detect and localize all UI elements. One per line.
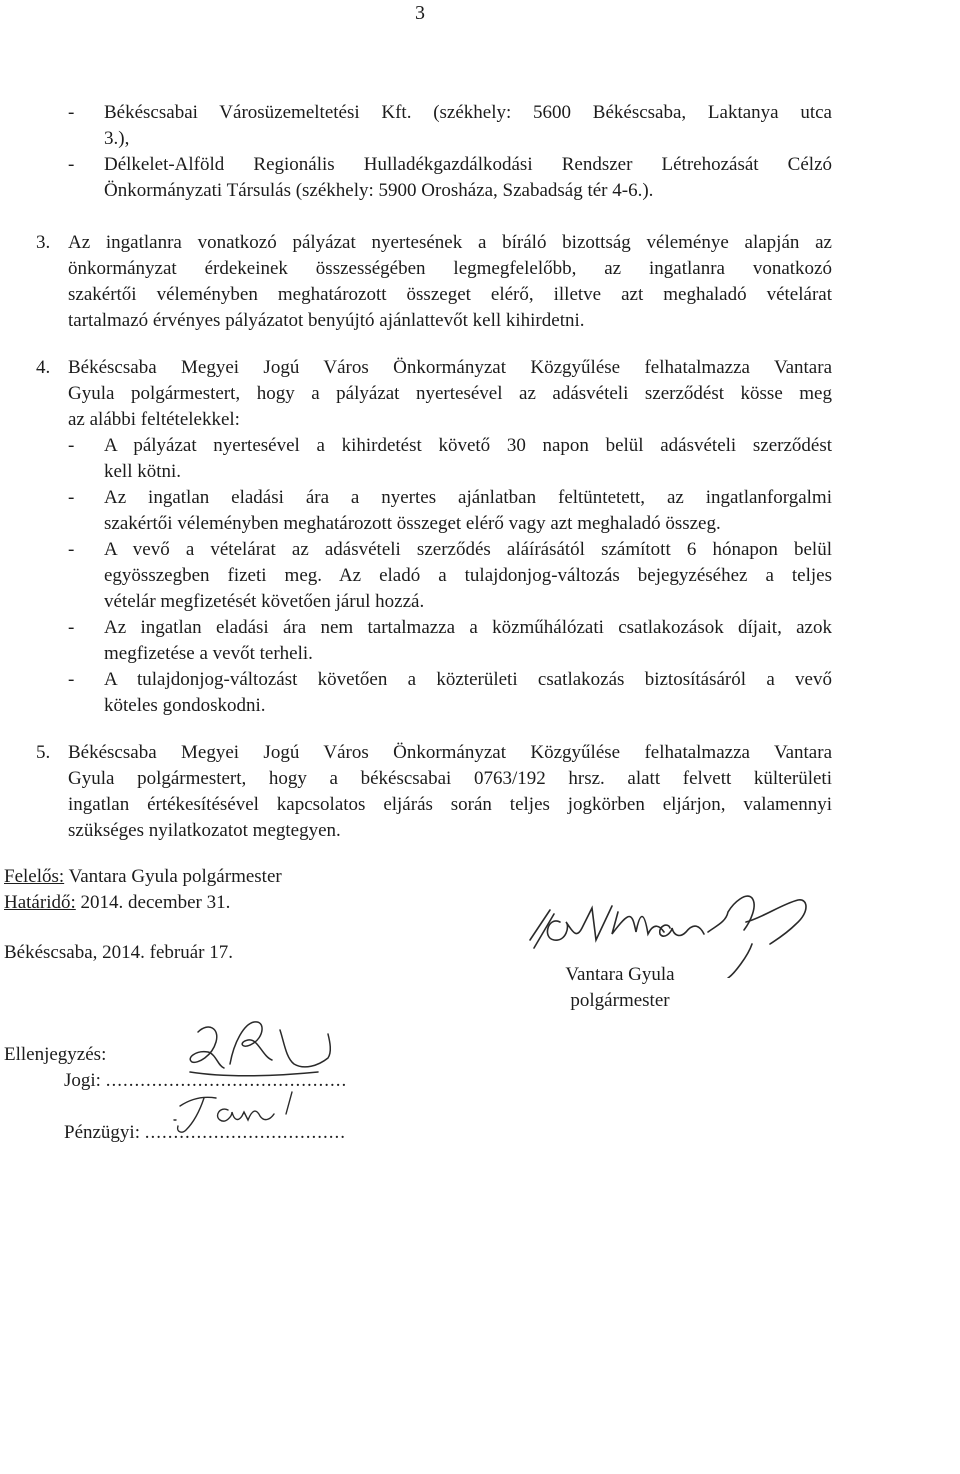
legal-label: Jogi: <box>64 1070 101 1091</box>
finance-signature <box>168 1086 308 1138</box>
list-item-line: 3.), <box>104 128 130 149</box>
paragraph-line: szükséges nyilatkozatot megtegyen. <box>68 820 341 841</box>
list-dash: - <box>68 539 75 560</box>
place-date: Békéscsaba, 2014. február 17. <box>4 942 233 963</box>
page-number: 3 <box>415 2 425 24</box>
paragraph-line: az alábbi feltételekkel: <box>68 409 240 430</box>
list-dash: - <box>68 669 75 690</box>
list-dash: - <box>68 487 75 508</box>
list-item-line: Békéscsabai Városüzemeltetési Kft. (székhely: 5600 Békéscsaba, Laktanya utca <box>104 102 832 123</box>
list-dash: - <box>68 154 75 175</box>
list-item-line: Önkormányzati Társulás (székhely: 5900 Orosháza, Szabadság tér 4-6.). <box>104 180 654 201</box>
responsible-value: Vantara Gyula polgármester <box>64 866 282 887</box>
paragraph-line: önkormányzat érdekeinek összességében legmegfelelőbb, az ingatlanra vonatkozó <box>68 258 832 279</box>
condition-line: A tulajdonjog-változást követően a közterületi csatlakozás biztosításáról a vevő <box>104 669 832 690</box>
condition-line: egyösszegben fizeti meg. Az eladó a tulajdonjog-változás bejegyzéséhez a teljes <box>104 565 832 586</box>
condition-line: A pályázat nyertesével a kihirdetést követő 30 napon belül adásvételi szerződést <box>104 435 832 456</box>
list-dash: - <box>68 102 75 123</box>
paragraph-line: Békéscsaba Megyei Jogú Város Önkormányzat Közgyűlése felhatalmazza Vantara <box>68 357 832 378</box>
paragraph-line: tartalmazó érvényes pályázatot benyújtó ajánlattevőt kell kihirdetni. <box>68 310 585 331</box>
paragraph-line: Békéscsaba Megyei Jogú Város Önkormányzat Közgyűlése felhatalmazza Vantara <box>68 742 832 763</box>
condition-line: kell kötni. <box>104 461 182 482</box>
finance-dots: ................................... <box>144 1122 346 1143</box>
responsible-line <box>4 864 282 890</box>
point-number: 3. <box>36 232 51 253</box>
list-dash: - <box>68 617 75 638</box>
legal-signature <box>168 1012 348 1088</box>
paragraph-line: Gyula polgármestert, hogy a békéscsabai 0763/192 hrsz. alatt felvett külterületi <box>68 768 832 789</box>
signer-title: polgármester <box>570 990 670 1011</box>
countersign-heading: Ellenjegyzés: <box>4 1044 107 1065</box>
responsible-label: Felelős: <box>4 866 65 887</box>
finance-label: Pénzügyi: <box>64 1122 140 1143</box>
condition-line: A vevő a vételárat az adásvételi szerződés aláírásától számított 6 hónapon belül <box>104 539 832 560</box>
paragraph-line: Az ingatlanra vonatkozó pályázat nyertesének a bíráló bizottság véleménye alapján az <box>68 232 832 253</box>
signer-name: Vantara Gyula <box>565 964 675 985</box>
paragraph-line: szakértői véleményben meghatározott összeget elérő, illetve azt meghaladó vételárat <box>68 284 832 305</box>
condition-line: szakértői véleményben meghatározott összeget elérő vagy azt meghaladó összeg. <box>104 513 721 534</box>
list-item-line: Délkelet-Alföld Regionális Hulladékgazdálkodási Rendszer Létrehozását Célzó <box>104 154 832 175</box>
legal-dots: .......................................... <box>105 1070 348 1091</box>
condition-line: vételár megfizetését követően járul hozzá. <box>104 591 425 612</box>
point-number: 5. <box>36 742 51 763</box>
condition-line: megfizetése a vevőt terheli. <box>104 643 313 664</box>
list-dash: - <box>68 435 75 456</box>
deadline-line <box>4 890 230 916</box>
paragraph-line: Gyula polgármestert, hogy a pályázat nyertesével az adásvételi szerződést kösse meg <box>68 383 832 404</box>
condition-line: Az ingatlan eladási ára a nyertes ajánlatban feltüntetett, az ingatlanforgalmi <box>104 487 832 508</box>
condition-line: Az ingatlan eladási ára nem tartalmazza a közműhálózati csatlakozások díjait, azok <box>104 617 832 638</box>
deadline-value: 2014. december 31. <box>75 892 231 913</box>
deadline-label: Határidő: <box>4 892 76 913</box>
point-number: 4. <box>36 357 51 378</box>
paragraph-line: ingatlan értékesítésével kapcsolatos eljárás során teljes jogkörben eljárjon, valamennyi <box>68 794 832 815</box>
condition-line: köteles gondoskodni. <box>104 695 266 716</box>
